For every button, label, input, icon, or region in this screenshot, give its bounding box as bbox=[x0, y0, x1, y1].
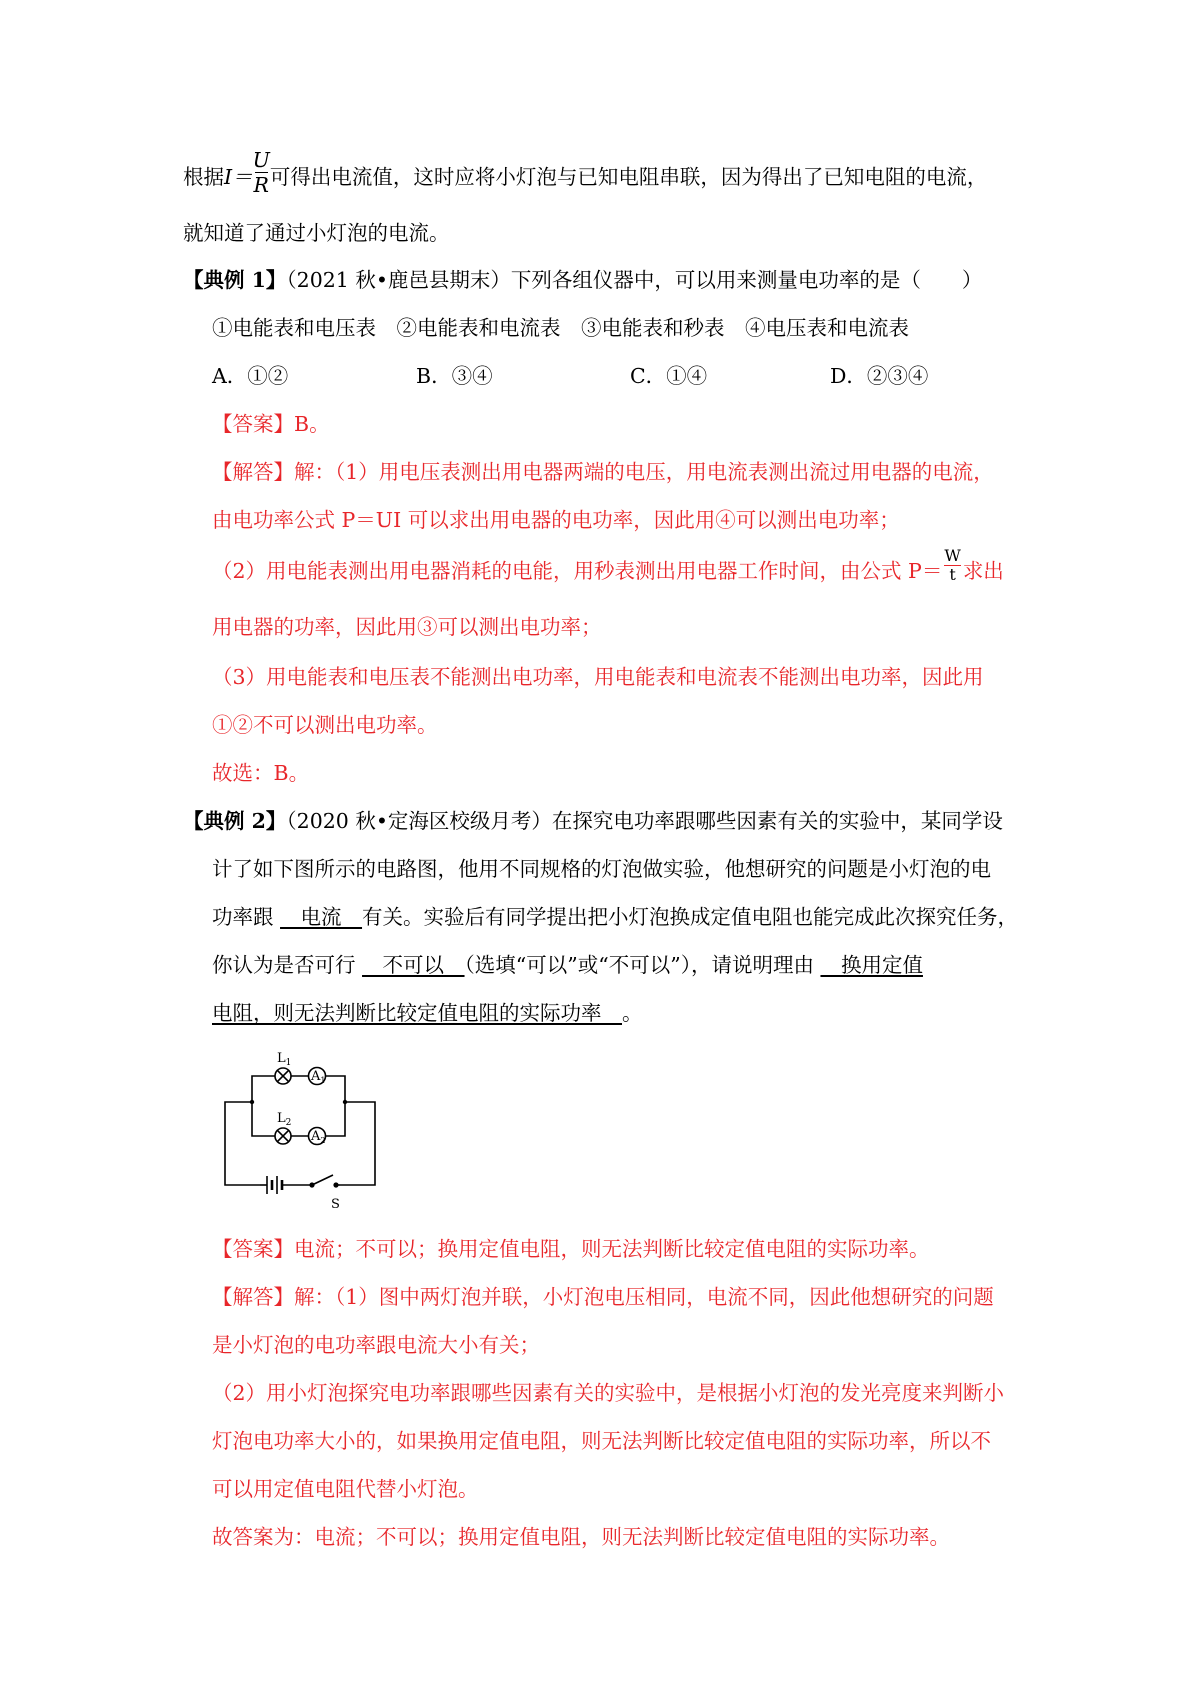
ex1-analysis-1a bbox=[212, 457, 994, 487]
circuit-diagram bbox=[215, 1040, 395, 1215]
intro-prefix: 根据 bbox=[183, 165, 224, 189]
option-a: A．①② bbox=[212, 364, 289, 388]
ex2-q3-post: 有关。实验后有同学提出把小灯泡换成定值电阻也能完成此次探究任务， bbox=[362, 905, 1019, 929]
ex1-answer-label: 【答案】 bbox=[212, 412, 294, 436]
ex1-analysis-2a-pre: （2）用电能表测出用电器消耗的电能，用秒表测出用电器工作时间，由公式 P＝ bbox=[212, 559, 943, 583]
label-l1 bbox=[277, 1051, 291, 1068]
ex2-answer-text: 电流；不可以；换用定值电阻，则无法判断比较定值电阻的实际功率。 bbox=[294, 1237, 930, 1261]
lamp-l1-icon bbox=[275, 1068, 291, 1084]
option-b: B．③④ bbox=[416, 364, 493, 388]
ex1-answer bbox=[212, 409, 330, 439]
ex1-formula-fraction bbox=[944, 547, 960, 584]
ex2-label: 【典例 2】 bbox=[183, 809, 287, 833]
ex2-q3-pre: 功率跟 bbox=[212, 905, 281, 929]
formula-fraction bbox=[253, 148, 270, 197]
ex2-q4-mid: （选填“可以”或“不可以”），请说明理由 bbox=[464, 953, 821, 977]
ex2-q1: （2020 秋•定海区校级月考）在探究电功率跟哪些因素有关的实验中，某同学设 bbox=[286, 809, 1003, 833]
option-c: C．①④ bbox=[630, 364, 708, 388]
ex1-conclusion: 故选：B。 bbox=[212, 761, 310, 785]
battery-icon bbox=[260, 1176, 310, 1194]
intro-line1-rest: 可得出电流值，这时应将小灯泡与已知电阻串联，因为得出了已知电阻的电流， bbox=[269, 165, 988, 189]
wire-left bbox=[225, 1102, 260, 1185]
label-a1 bbox=[310, 1069, 325, 1085]
ex2-analysis-1a bbox=[212, 1282, 994, 1312]
label-l1-main: L bbox=[277, 1051, 286, 1066]
ex1-items: ①电能表和电压表 ②电能表和电流表 ③电能表和秒表 ④电压表和电流表 bbox=[212, 316, 909, 340]
wire-branch2-right bbox=[325, 1102, 345, 1136]
intro-line-1 bbox=[183, 148, 988, 197]
wire-branch1-right bbox=[325, 1076, 360, 1102]
ex2-answer bbox=[212, 1234, 930, 1264]
formula-numerator: U bbox=[252, 148, 270, 172]
switch-icon bbox=[310, 1175, 340, 1187]
ex1-analysis-3a: （3）用电能表和电压表不能测出电功率，用电能表和电流表不能测出电功率，因此用 bbox=[212, 665, 984, 689]
ex2-answer-label: 【答案】 bbox=[212, 1237, 294, 1261]
blank-1: 电流 bbox=[280, 905, 363, 929]
formula-denominator: R bbox=[253, 173, 269, 197]
junction-right bbox=[343, 1100, 347, 1104]
ex1-analysis-2b: 用电器的功率，因此用③可以测出电功率； bbox=[212, 615, 602, 639]
junction-left bbox=[250, 1100, 254, 1104]
blank-2: 不可以 bbox=[362, 953, 465, 977]
label-l2-sub: 2 bbox=[285, 1118, 292, 1128]
ex1-analysis-label: 【解答】 bbox=[212, 460, 294, 484]
ex2-question-4 bbox=[212, 950, 923, 980]
ex2-question-3 bbox=[212, 902, 1018, 932]
ex1-answer-text: B。 bbox=[294, 412, 330, 436]
label-s: S bbox=[331, 1197, 340, 1212]
ex2-analysis-2c: 可以用定值电阻代替小灯泡。 bbox=[212, 1477, 479, 1501]
ex2-analysis-2b: 灯泡电功率大小的，如果换用定值电阻，则无法判断比较定值电阻的实际功率，所以不 bbox=[212, 1429, 991, 1453]
label-a1-sub: 1 bbox=[320, 1076, 326, 1085]
option-d: D．②③④ bbox=[830, 364, 929, 388]
ex2-question-5 bbox=[212, 998, 643, 1028]
ex2-question-1 bbox=[183, 806, 1003, 836]
intro-line-2: 就知道了通过小灯泡的电流。 bbox=[183, 221, 450, 245]
ex1-analysis-2a bbox=[212, 546, 1004, 586]
ex1-formula-num: W bbox=[944, 546, 961, 565]
blank-3b: 电阻，则无法判断比较定值电阻的实际功率 bbox=[212, 1001, 622, 1025]
label-l2-main: L bbox=[277, 1111, 286, 1126]
ex1-label: 【典例 1】 bbox=[183, 268, 287, 292]
label-l1-sub: 1 bbox=[285, 1058, 292, 1068]
ex1-analysis-1b: 由电功率公式 P＝UI 可以求出用电器的电功率，因此用④可以测出电功率； bbox=[212, 508, 900, 532]
ex2-analysis-label: 【解答】 bbox=[212, 1285, 294, 1309]
ex2-analysis-2a: （2）用小灯泡探究电功率跟哪些因素有关的实验中，是根据小灯泡的发光亮度来判断小 bbox=[212, 1381, 1005, 1405]
wire-branch1-left bbox=[252, 1076, 275, 1102]
label-a2-sub: 2 bbox=[320, 1136, 326, 1145]
ex2-question-2: 计了如下图所示的电路图，他用不同规格的灯泡做实验，他想研究的问题是小灯泡的电 bbox=[212, 857, 991, 881]
ex1-formula-den: t bbox=[949, 565, 956, 584]
ex2-q4-pre: 你认为是否可行 bbox=[212, 953, 363, 977]
wire-branch2-left bbox=[252, 1102, 275, 1136]
label-a2 bbox=[310, 1129, 325, 1145]
ex2-conclusion: 故答案为：电流；不可以；换用定值电阻，则无法判断比较定值电阻的实际功率。 bbox=[212, 1525, 950, 1549]
formula-lhs: I＝ bbox=[224, 165, 253, 189]
ex1-question-text: （2021 秋•鹿邑县期末）下列各组仪器中，可以用来测量电功率的是（ ） bbox=[286, 268, 983, 292]
blank-3a: 换用定值 bbox=[820, 953, 923, 977]
ex1-analysis-2a-post: 求出 bbox=[962, 559, 1004, 583]
ex1-analysis-text-1a: 解：（1）用电压表测出用电器两端的电压，用电流表测出流过用电器的电流， bbox=[294, 460, 994, 484]
ex1-question bbox=[183, 265, 982, 295]
ex2-analysis-text-1a: 解：（1）图中两灯泡并联，小灯泡电压相同，电流不同，因此他想研究的问题 bbox=[294, 1285, 994, 1309]
lamp-l2-icon bbox=[275, 1128, 291, 1144]
ex2-analysis-1b: 是小灯泡的电功率跟电流大小有关； bbox=[212, 1333, 540, 1357]
label-a1-main: A bbox=[311, 1069, 321, 1084]
label-a2-main: A bbox=[311, 1129, 321, 1144]
ex1-analysis-3b: ①②不可以测出电功率。 bbox=[212, 713, 438, 737]
label-l2 bbox=[277, 1111, 291, 1128]
ex2-q5-post: 。 bbox=[622, 1001, 643, 1025]
